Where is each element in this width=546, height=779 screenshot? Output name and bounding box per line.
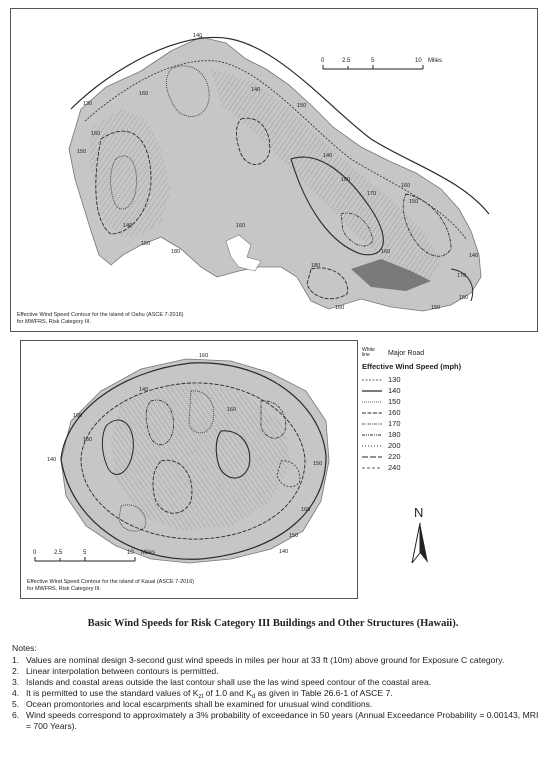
contour-label: 140 bbox=[251, 87, 261, 93]
legend-line-swatch bbox=[362, 399, 382, 405]
note-text-part: as given in Table 26.6-1 of ASCE 7. bbox=[255, 688, 393, 698]
kauai-caption-line2: for MWFRS, Risk Category III. bbox=[27, 586, 101, 592]
note-subscript: d bbox=[251, 694, 256, 700]
scale-tick-label: 2.5 bbox=[54, 550, 63, 556]
note-text: Values are nominal design 3-second gust wind speeds in miles per hour at 33 ft (10m) above ground for Exposure C category. bbox=[26, 655, 505, 665]
oahu-caption-line2: for MWFRS, Risk Category III. bbox=[17, 319, 91, 325]
note-item bbox=[12, 688, 544, 699]
legend-entry-label: 200 bbox=[388, 441, 401, 450]
kauai-map-caption bbox=[27, 579, 194, 593]
legend-entry bbox=[362, 374, 542, 385]
contour-label: 180 bbox=[171, 249, 181, 255]
oahu-map-svg bbox=[11, 9, 537, 331]
contour-label: 160 bbox=[381, 249, 391, 255]
scale-tick-label: 2.5 bbox=[342, 58, 351, 64]
legend-road-row bbox=[362, 348, 542, 358]
note-number: 6. bbox=[12, 710, 20, 720]
legend-entry-label: 130 bbox=[388, 375, 401, 384]
oahu-wind-map bbox=[10, 8, 538, 332]
scale-unit-label: Miles bbox=[141, 550, 156, 556]
scale-unit-label: Miles bbox=[428, 58, 443, 64]
contour-label: 150 bbox=[83, 437, 93, 443]
legend-entry bbox=[362, 418, 542, 429]
oahu-caption-line1: Effective Wind Speed Contour for the island of Oahu (ASCE 7-2016) bbox=[17, 312, 184, 318]
note-text-part: It is permitted to use the standard values of K bbox=[26, 688, 199, 698]
contour-label: 140 bbox=[123, 223, 133, 229]
legend-entry-label: 220 bbox=[388, 452, 401, 461]
notes-heading: Notes: bbox=[12, 643, 37, 653]
contour-label: 160 bbox=[335, 305, 345, 311]
legend-title: Effective Wind Speed (mph) bbox=[362, 362, 462, 371]
legend-entry-label: 150 bbox=[388, 397, 401, 406]
note-item bbox=[12, 655, 544, 666]
scale-tick-label: 10 bbox=[127, 550, 134, 556]
note-text-part: of 1.0 and K bbox=[203, 688, 252, 698]
legend-entry bbox=[362, 462, 542, 473]
note-text bbox=[26, 688, 544, 699]
contour-label: 140 bbox=[279, 549, 289, 555]
contour-label: 160 bbox=[401, 183, 411, 189]
contour-label: 140 bbox=[469, 253, 479, 259]
kauai-wind-map bbox=[20, 340, 358, 599]
contour-label: 160 bbox=[236, 223, 246, 229]
legend-line-swatch bbox=[362, 377, 382, 383]
contour-label: 140 bbox=[47, 457, 57, 463]
oahu-scale-bar bbox=[321, 58, 442, 69]
notes-section bbox=[12, 643, 544, 732]
legend-entries bbox=[362, 374, 542, 473]
scale-tick-label: 0 bbox=[33, 550, 37, 556]
note-text: Wind speeds correspond to approximately a 3% probability of exceedance in 50 years (Annual Exceedance Probability = 0.00143, MRI = 700 Years). bbox=[26, 710, 539, 731]
kauai-caption-line1: Effective Wind Speed Contour for the island of Kauai (ASCE 7-2016) bbox=[27, 579, 195, 585]
legend-entry bbox=[362, 451, 542, 462]
contour-label: 180 bbox=[311, 263, 321, 269]
oahu-map-caption bbox=[17, 312, 184, 326]
contour-label: 150 bbox=[459, 295, 469, 301]
kauai-map-svg bbox=[21, 341, 357, 598]
scale-tick-label: 5 bbox=[83, 550, 87, 556]
legend-entry-label: 240 bbox=[388, 463, 401, 472]
legend-entry bbox=[362, 385, 542, 396]
scale-tick-label: 5 bbox=[371, 58, 375, 64]
contour-label: 150 bbox=[77, 149, 87, 155]
note-item bbox=[12, 699, 544, 710]
figure-title: Basic Wind Speeds for Risk Category III Buildings and Other Structures (Hawaii). bbox=[87, 618, 459, 629]
note-number: 5. bbox=[12, 699, 20, 709]
note-subscript: zt bbox=[198, 694, 204, 700]
note-item bbox=[12, 710, 544, 732]
legend-major-road-label: Major Road bbox=[388, 349, 425, 357]
note-text: Ocean promontories and local escarpments shall be examined for unusual wind conditions. bbox=[26, 699, 373, 709]
contour-label: 160 bbox=[301, 507, 311, 513]
legend-entry-label: 140 bbox=[388, 386, 401, 395]
contour-label: 140 bbox=[193, 33, 203, 39]
contour-label: 130 bbox=[83, 101, 93, 107]
legend-line-swatch bbox=[362, 432, 382, 438]
legend-entry-label: 170 bbox=[388, 419, 401, 428]
legend-line-swatch bbox=[362, 443, 382, 449]
legend-line-swatch bbox=[362, 454, 382, 460]
scale-tick-label: 0 bbox=[321, 58, 325, 64]
contour-label: 150 bbox=[313, 461, 323, 467]
contour-label: 160 bbox=[227, 407, 237, 413]
north-arrow-icon bbox=[408, 505, 432, 567]
note-number: 4. bbox=[12, 688, 20, 698]
legend-entry bbox=[362, 440, 542, 451]
map-legend bbox=[362, 348, 542, 473]
contour-label: 160 bbox=[91, 131, 101, 137]
scale-tick-label: 10 bbox=[415, 58, 422, 64]
legend-entry-label: 160 bbox=[388, 408, 401, 417]
note-text: Linear interpolation between contours is permitted. bbox=[26, 666, 219, 676]
contour-label: 160 bbox=[73, 413, 83, 419]
contour-label: 140 bbox=[139, 387, 149, 393]
contour-label: 150 bbox=[297, 103, 307, 109]
legend-line-swatch bbox=[362, 388, 382, 394]
note-text: Islands and coastal areas outside the last contour shall use the las wind speed contour of the coastal area. bbox=[26, 677, 432, 687]
contour-label: 160 bbox=[139, 91, 149, 97]
contour-label: 170 bbox=[367, 191, 377, 197]
legend-white-line-label: White line bbox=[362, 347, 375, 358]
legend-entry-label: 180 bbox=[388, 430, 401, 439]
note-number: 3. bbox=[12, 677, 20, 687]
contour-label: 160 bbox=[199, 353, 209, 359]
legend-entry bbox=[362, 429, 542, 440]
legend-line-swatch bbox=[362, 410, 382, 416]
legend-entry bbox=[362, 407, 542, 418]
legend-line-swatch bbox=[362, 465, 382, 471]
contour-label: 150 bbox=[289, 533, 299, 539]
legend-line-swatch bbox=[362, 421, 382, 427]
contour-label: 160 bbox=[341, 177, 351, 183]
note-number: 1. bbox=[12, 655, 20, 665]
north-arrow bbox=[408, 505, 432, 567]
contour-label: 150 bbox=[141, 241, 151, 247]
contour-label: 150 bbox=[431, 305, 441, 311]
contour-label: 170 bbox=[457, 273, 467, 279]
contour-label: 140 bbox=[323, 153, 333, 159]
contour-label: 150 bbox=[409, 199, 419, 205]
legend-entry bbox=[362, 396, 542, 407]
note-item bbox=[12, 677, 544, 688]
north-label: N bbox=[414, 505, 424, 520]
note-number: 2. bbox=[12, 666, 20, 676]
note-item bbox=[12, 666, 544, 677]
